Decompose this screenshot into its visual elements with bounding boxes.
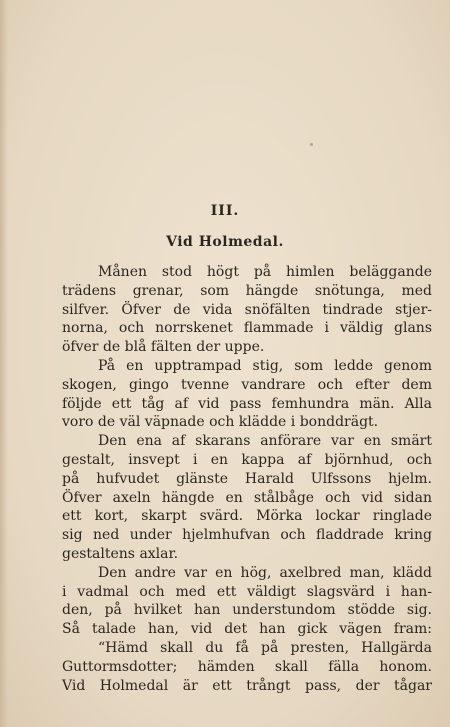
text-line: Guttormsdotter; hämden skall fälla honom. [62, 658, 432, 675]
text-line: gestalt, insvept i en kappa af björnhud, och [62, 451, 432, 468]
text-line: gestaltens axlar. [62, 545, 179, 562]
text-line: Vid Holmedal är ett trångt pass, der tågar [62, 677, 432, 694]
chapter-body-text [62, 263, 432, 695]
text-line: skogen, gingo tvenne vandrare och efter dem [62, 376, 432, 393]
text-line: följde ett tåg af vid pass femhundra män. Alla [62, 395, 432, 412]
chapter-title: Vid Holmedal. [166, 234, 284, 250]
text-line: ett kort, skarpt svärd. Mörka lockar ringlade [62, 508, 432, 525]
text-line: Den andre var en hög, axelbred man, klädd [98, 564, 432, 581]
text-line: trädens grenar, som hängde snötunga, med [62, 282, 432, 299]
text-line: Öfver axeln hängde en stålbåge och vid sidan [62, 489, 432, 506]
text-line: den, på hvilket han understundom stödde sig. [62, 602, 432, 619]
text-line: “Hämd skall du få på presten, Hallgärda [98, 639, 432, 656]
paper-speck [310, 143, 313, 146]
page-spine-shadow [0, 0, 8, 727]
text-line: voro de väl väpnade och klädde i bonddrägt. [62, 414, 379, 431]
text-line: silfver. Öfver de vida snöfälten tindrade stjer- [62, 301, 432, 318]
text-line: Månen stod högt på himlen beläggande [98, 264, 432, 280]
text-line: Så talade han, vid det han gick vägen fram: [62, 621, 432, 638]
text-line: Den ena af skarans anförare var en smärt [98, 433, 432, 450]
text-line: norna, och norrskenet flammade i väldig glans [62, 320, 432, 337]
text-line: i vadmal och med ett väldigt slagsvärd i han- [62, 583, 432, 600]
text-line: sig ned under hjelmhufvan och fladdrade kring [62, 527, 432, 544]
text-line: på hufvudet glänste Harald Ulfssons hjelm. [62, 470, 432, 487]
chapter-number: III. [210, 203, 240, 219]
text-line: På en upptrampad stig, som ledde genom [98, 357, 432, 374]
text-line: öfver de blå fälten der uppe. [62, 339, 265, 356]
